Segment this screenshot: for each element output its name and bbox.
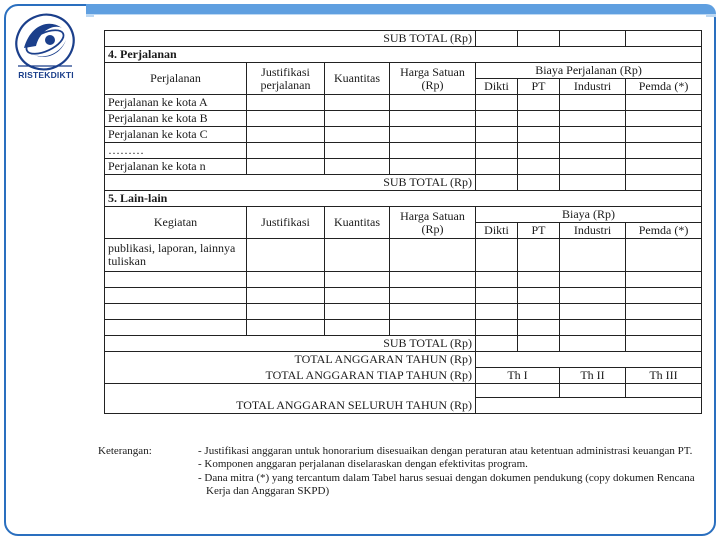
col-header-item: Kegiatan <box>105 207 247 239</box>
per-year-total-row <box>105 368 702 384</box>
notes-label: Keterangan: <box>98 445 152 457</box>
subtotal-cell <box>626 31 702 47</box>
table-row <box>105 304 702 320</box>
top-subtotal-row <box>105 31 702 47</box>
year-column: Th I <box>476 368 560 384</box>
section-heading-row <box>105 191 702 207</box>
col-header-funding: Industri <box>560 223 626 239</box>
row-label: Perjalanan ke kota n <box>105 159 247 175</box>
col-header-item: Perjalanan <box>105 63 247 95</box>
note-item: - Justifikasi anggaran untuk honorarium disesuaikan dengan peraturan atau ketentuan administrasi keuangan PT. <box>198 445 693 457</box>
col-header-funding: Dikti <box>476 79 518 95</box>
col-header-unit-price: Harga Satuan (Rp) <box>390 207 476 239</box>
section-subtotal-row <box>105 175 702 191</box>
subtotal-cell <box>518 31 560 47</box>
row-label: Perjalanan ke kota A <box>105 95 247 111</box>
table-row <box>105 272 702 288</box>
table-row <box>105 111 702 127</box>
col-header-cost-group: Biaya Perjalanan (Rp) <box>476 63 702 79</box>
table-row <box>105 95 702 111</box>
col-header-funding: Industri <box>560 79 626 95</box>
year-column: Th III <box>626 368 702 384</box>
overall-total-row <box>105 398 702 414</box>
col-header-funding: Dikti <box>476 223 518 239</box>
col-header-funding: Pemda (*) <box>626 223 702 239</box>
year-column: Th II <box>560 368 626 384</box>
row-label: Perjalanan ke kota B <box>105 111 247 127</box>
table-row <box>105 143 702 159</box>
col-header-quantity: Kuantitas <box>325 207 390 239</box>
notes-list <box>198 445 698 499</box>
table-row <box>105 159 702 175</box>
subtotal-cell <box>476 31 518 47</box>
subtotal-label: SUB TOTAL (Rp) <box>105 336 476 352</box>
note-item: - Dana mitra (*) yang tercantum dalam Tabel harus sesuai dengan dokumen pendukung (copy dokumen Rencana Kerja dan Anggaran SKPD) <box>198 471 695 498</box>
section-subtotal-row <box>105 336 702 352</box>
section-heading: 5. Lain-lain <box>105 191 702 207</box>
row-label: publikasi, laporan, lainnya tuliskan <box>105 239 247 272</box>
note-item: - Komponen anggaran perjalanan diselaraskan dengan efektivitas program. <box>198 458 528 471</box>
row-label: ……… <box>105 143 247 159</box>
section-heading: 4. Perjalanan <box>105 47 702 63</box>
table-row <box>105 320 702 336</box>
overall-total-label: TOTAL ANGGARAN SELURUH TAHUN (Rp) <box>105 398 476 414</box>
table-row <box>105 127 702 143</box>
subtotal-label: SUB TOTAL (Rp) <box>105 175 476 191</box>
per-year-total-values-row <box>105 384 702 398</box>
year-total-row <box>105 352 702 368</box>
header-row-group <box>105 63 702 79</box>
table-row <box>105 288 702 304</box>
logo-text: RISTEKDIKTI <box>18 70 74 80</box>
subtotal-cell <box>560 31 626 47</box>
col-header-unit-price: Harga Satuan (Rp) <box>390 63 476 95</box>
top-accent-bar <box>86 4 716 14</box>
table-row <box>105 239 702 272</box>
col-header-cost-group: Biaya (Rp) <box>476 207 702 223</box>
section-heading-row <box>105 47 702 63</box>
budget-table <box>104 30 702 414</box>
col-header-justification: Justifikasi <box>247 207 325 239</box>
col-header-justification: Justifikasi perjalanan <box>247 63 325 95</box>
header-row-group <box>105 207 702 223</box>
col-header-funding: PT <box>518 79 560 95</box>
subtotal-label: SUB TOTAL (Rp) <box>105 31 476 47</box>
row-label: Perjalanan ke kota C <box>105 127 247 143</box>
year-total-label: TOTAL ANGGARAN TAHUN (Rp) <box>105 352 476 368</box>
per-year-total-label: TOTAL ANGGARAN TIAP TAHUN (Rp) <box>105 368 476 384</box>
col-header-funding: PT <box>518 223 560 239</box>
col-header-funding: Pemda (*) <box>626 79 702 95</box>
col-header-quantity: Kuantitas <box>325 63 390 95</box>
